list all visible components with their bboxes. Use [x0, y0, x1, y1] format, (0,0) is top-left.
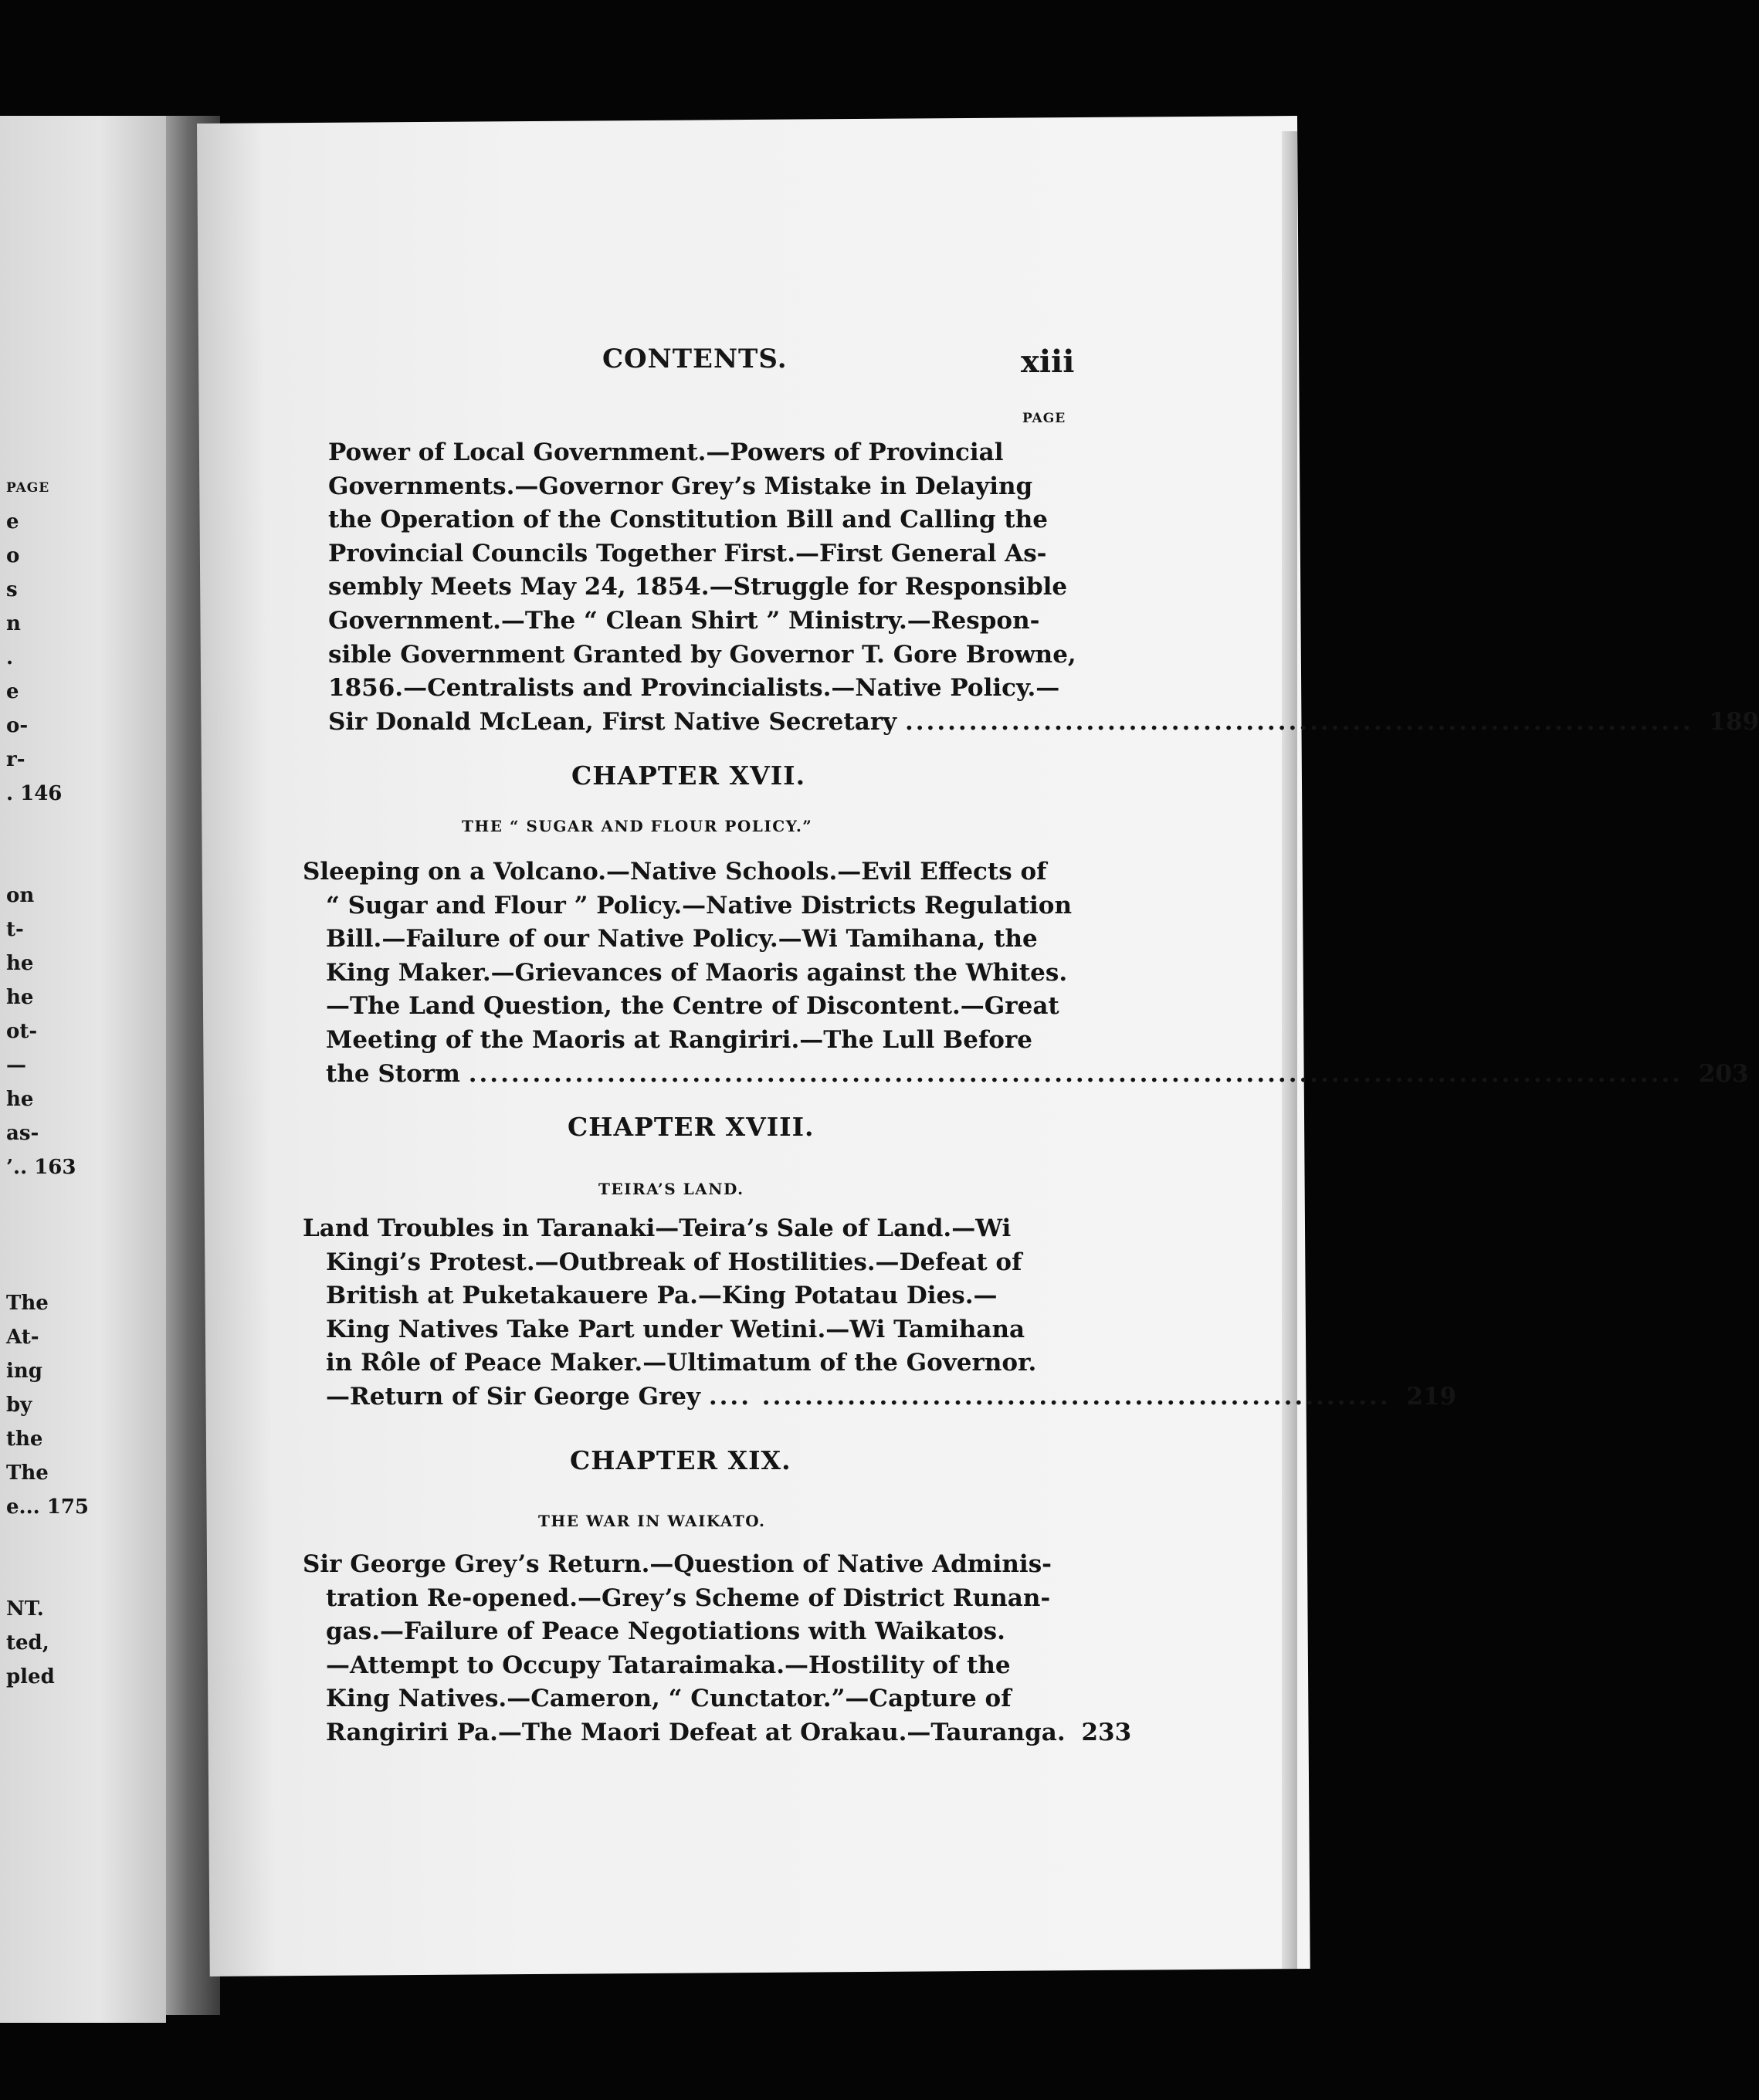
entry-line: in Rôle of Peace Maker.—Ultimatum of the Governor. — [326, 1349, 1037, 1377]
entry-line: —Attempt to Occupy Tataraimaka.—Hostility of the — [326, 1651, 1011, 1679]
left-fragment — [6, 1184, 89, 1218]
toc-entry — [303, 1212, 1457, 1414]
left-fragment: t- — [6, 918, 24, 941]
left-fragment: the — [6, 1428, 43, 1451]
left-fragment: s — [6, 578, 18, 601]
entry-page-number: 203 — [1698, 1059, 1749, 1088]
left-fragment: The — [6, 1462, 49, 1485]
left-fragment: The — [6, 1292, 49, 1315]
left-fragment: he — [6, 986, 34, 1009]
entry-line: King Maker.—Grievances of Maoris against the Whites. — [326, 958, 1068, 987]
left-page-lines — [6, 505, 89, 1694]
dot-leader: .... ........................................................... — [708, 1382, 1391, 1411]
left-fragment: . — [6, 646, 14, 669]
entry-line: “ Sugar and Flour ” Policy.—Native Districts Regulation — [326, 891, 1073, 920]
left-fragment: ot- — [6, 1020, 38, 1043]
left-fragment — [6, 1558, 89, 1592]
page-number: xiii — [1021, 344, 1075, 380]
left-fragment: — — [6, 1054, 26, 1077]
entry-line: gas.—Failure of Peace Negotiations with Waikatos. — [326, 1617, 1005, 1646]
left-page-fragments — [6, 471, 89, 1694]
left-fragment: o- — [6, 714, 29, 737]
left-fragment: ’.. 163 — [6, 1156, 76, 1179]
entry-line: Provincial Councils Together First.—First General As- — [328, 539, 1047, 567]
left-fragment — [6, 811, 89, 845]
entry-line: Land Troubles in Taranaki—Teira’s Sale of Land.—Wi — [303, 1214, 1012, 1242]
page-column-label: PAGE — [1022, 411, 1066, 426]
entry-line: Meeting of the Maoris at Rangiriri.—The Lull Before — [326, 1025, 1033, 1054]
left-fragment: e... 175 — [6, 1495, 90, 1519]
chapter-heading: CHAPTER XVII. — [571, 760, 806, 791]
toc-entry — [303, 855, 1749, 1091]
left-fragment — [6, 1218, 89, 1252]
entry-line: Rangiriri Pa.—The Maori Defeat at Orakau.—Tauranga. — [326, 1718, 1066, 1746]
left-fragment — [6, 845, 89, 879]
entry-line: Power of Local Government.—Powers of Provincial — [328, 439, 1004, 466]
entry-page-number: 219 — [1406, 1382, 1457, 1411]
left-fragment: by — [6, 1394, 32, 1417]
entry-line: Government.—The “ Clean Shirt ” Ministry.—Respon- — [328, 606, 1040, 635]
left-fragment: e — [6, 680, 19, 703]
dot-leader: .................................................................................................................. — [468, 1059, 1683, 1088]
left-fragment: ted, — [6, 1631, 49, 1655]
chapter-heading: CHAPTER XVIII. — [568, 1112, 815, 1142]
left-fragment: ing — [6, 1360, 42, 1383]
entry-last-line — [303, 1058, 1749, 1092]
entry-last-line — [303, 1716, 1132, 1750]
left-fragment — [6, 1252, 89, 1286]
entry-line: Kingi’s Protest.—Outbreak of Hostilities.—Defeat of — [326, 1248, 1022, 1276]
page-edge — [1282, 131, 1297, 1969]
entry-line: the Storm — [326, 1059, 460, 1088]
entry-last-line — [303, 1380, 1457, 1414]
entry-line: Sleeping on a Volcano.—Native Schools.—Evil Effects of — [303, 858, 1047, 886]
entry-line: Sir Donald McLean, First Native Secretary — [328, 707, 897, 736]
left-fragment: e — [6, 510, 19, 533]
entry-line: Bill.—Failure of our Native Policy.—Wi Tamihana, the — [326, 925, 1038, 953]
entry-line: sible Government Granted by Governor T. Gore Browne, — [328, 640, 1076, 669]
entry-line: —Return of Sir George Grey — [326, 1382, 701, 1411]
left-fragment: At- — [6, 1326, 39, 1349]
left-fragment: on — [6, 884, 35, 907]
left-fragment: r- — [6, 748, 25, 771]
entry-line: the Operation of the Constitution Bill and Calling the — [328, 506, 1048, 534]
entry-page-number: 189 — [1709, 707, 1759, 736]
entry-line: —The Land Question, the Centre of Discontent.—Great — [326, 992, 1059, 1021]
entry-page-number: 233 — [1081, 1718, 1132, 1746]
entry-line: sembly Meets May 24, 1854.—Struggle for Responsible — [328, 573, 1068, 601]
left-fragment: he — [6, 952, 34, 975]
chapter-subtitle: THE WAR IN WAIKATO. — [538, 1512, 766, 1530]
left-fragment: pled — [6, 1665, 55, 1688]
entry-line: Sir George Grey’s Return.—Question of Native Adminis- — [303, 1550, 1052, 1578]
entry-line: King Natives.—Cameron, “ Cunctator.”—Capture of — [326, 1685, 1012, 1713]
toc-entry — [328, 436, 1759, 739]
entry-line: Governments.—Governor Grey’s Mistake in Delaying — [328, 472, 1033, 500]
left-fragment: as- — [6, 1122, 39, 1145]
dot-leader: .......................................................................... — [904, 707, 1693, 736]
chapter-heading: CHAPTER XIX. — [570, 1445, 791, 1475]
left-page-label: PAGE — [6, 480, 50, 496]
chapter-subtitle: THE “ SUGAR AND FLOUR POLICY.” — [462, 817, 813, 835]
left-fragment: he — [6, 1088, 34, 1111]
entry-line: British at Puketakauere Pa.—King Potatau Dies.— — [326, 1282, 998, 1310]
entry-line: King Natives Take Part under Wetini.—Wi Tamihana — [326, 1315, 1025, 1343]
entry-line: tration Re-opened.—Grey’s Scheme of District Runan- — [326, 1583, 1051, 1612]
left-fragment: n — [6, 612, 21, 635]
left-fragment: NT. — [6, 1597, 44, 1621]
left-fragment: o — [6, 544, 20, 567]
entry-line: 1856.—Centralists and Provincialists.—Native Policy.— — [328, 674, 1060, 703]
left-fragment: . 146 — [6, 782, 63, 805]
chapter-subtitle: TEIRA’S LAND. — [598, 1180, 744, 1198]
left-fragment — [6, 1524, 89, 1558]
entry-last-line — [328, 706, 1759, 740]
toc-entry — [303, 1548, 1132, 1750]
running-header: CONTENTS. — [602, 344, 788, 374]
